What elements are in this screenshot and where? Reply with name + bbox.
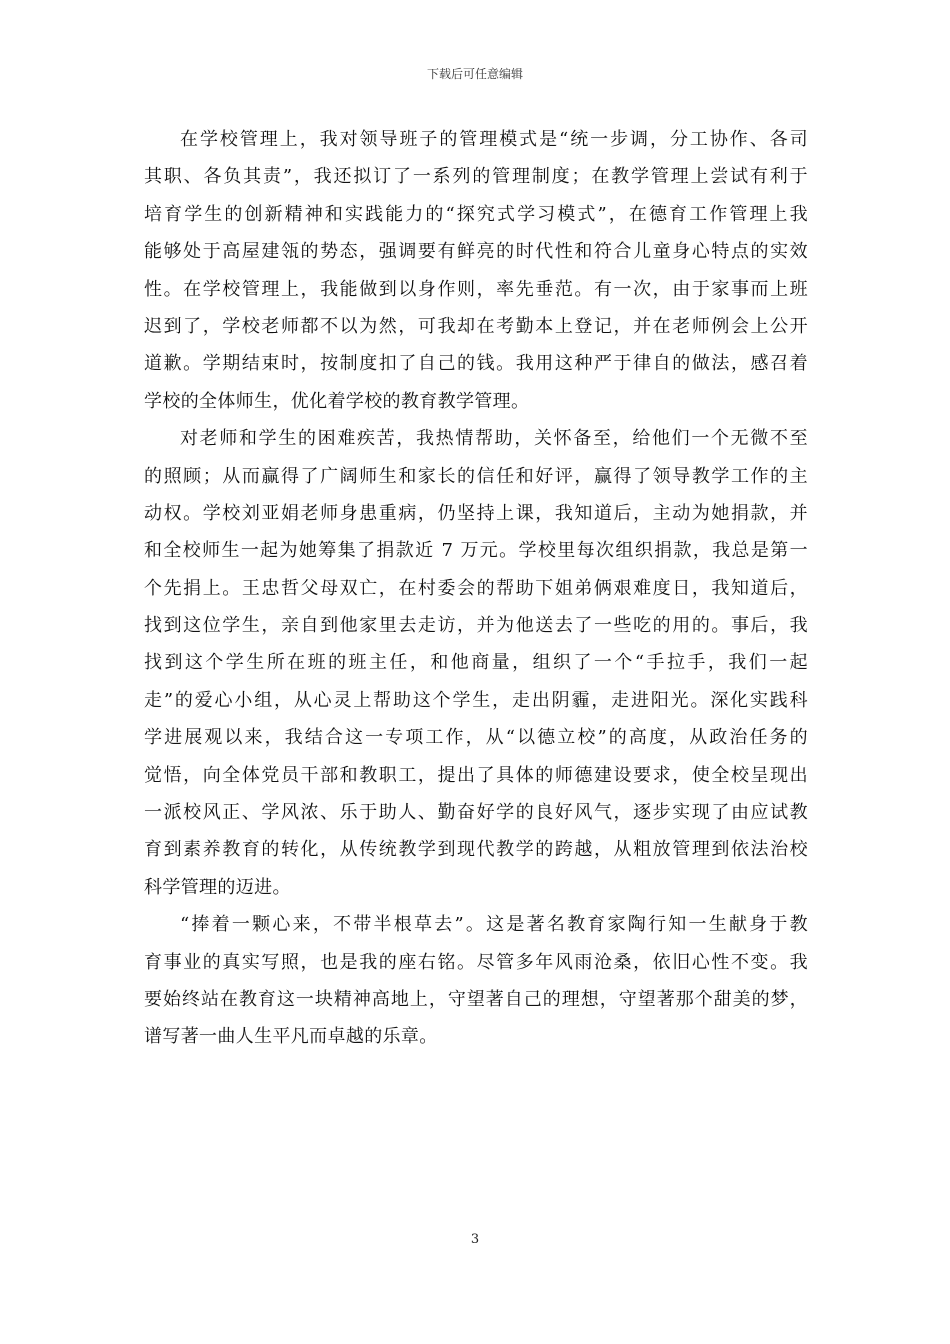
text-line: 迟到了，学校老师都不以为然，可我却在考勤本上登记，并在老师例会上公开: [144, 315, 808, 337]
text-line: 在学校管理上，我对领导班子的管理模式是“统一步调，分工协作、各司: [180, 129, 808, 150]
text-line: 育到素养教育的转化，从传统教学到现代教学的跨越，从粗放管理到依法治校: [144, 839, 808, 861]
paragraph: [144, 121, 808, 420]
page-header: 下载后可任意编辑: [426, 67, 523, 81]
text-line: 学进展观以来，我结合这一专项工作，从“以德立校”的高度，从政治任务的: [144, 727, 808, 749]
text-line: 培育学生的创新精神和实践能力的“探究式学习模式”，在德育工作管理上我: [144, 203, 808, 225]
page-number: 3: [470, 1232, 480, 1247]
text-line: 能够处于高屋建瓴的势态，强调要有鲜亮的时代性和符合儿童身心特点的实效: [144, 241, 808, 263]
text-line: 找到这个学生所在班的班主任，和他商量，组织了一个“手拉手，我们一起: [144, 652, 808, 674]
text-line: “捧着一颗心来，不带半根草去”。这是著名教育家陶行知一生献身于教: [180, 914, 808, 936]
document-body: [144, 121, 808, 1056]
text-line: 动权。学校刘亚娟老师身患重病，仍坚持上课，我知道后，主动为她捐款，并: [144, 502, 808, 524]
text-line: 的照顾；从而赢得了广阔师生和家长的信任和好评，赢得了领导教学工作的主: [144, 465, 808, 487]
text-line: 谱写著一曲人生平凡而卓越的乐章。: [144, 1026, 438, 1048]
paragraph: [144, 906, 808, 1056]
paragraph: [144, 420, 808, 906]
text-line: 科学管理的迈进。: [144, 876, 291, 898]
text-line: 觉悟，向全体党员干部和教职工，提出了具体的师德建设要求，使全校呈现出: [144, 764, 808, 786]
text-line: 找到这位学生，亲自到他家里去走访，并为他送去了一些吃的用的。事后，我: [144, 615, 808, 637]
text-line: 其职、各负其责”，我还拟订了一系列的管理制度；在教学管理上尝试有利于: [144, 166, 808, 188]
text-line: 学校的全体师生，优化着学校的教育教学管理。: [144, 390, 530, 412]
text-line: 对老师和学生的困难疾苦，我热情帮助，关怀备至，给他们一个无微不至: [180, 428, 808, 450]
text-line: 一派校风正、学风浓、乐于助人、勤奋好学的良好风气，逐步实现了由应试教: [144, 802, 808, 824]
text-line: 和全校师生一起为她筹集了捐款近 7 万元。学校里每次组织捐款，我总是第一: [144, 540, 808, 562]
text-line: 性。在学校管理上，我能做到以身作则，率先垂范。有一次，由于家事而上班: [144, 278, 808, 300]
text-line: 道歉。学期结束时，按制度扣了自己的钱。我用这种严于律自的做法，感召着: [144, 353, 808, 375]
text-line: 走”的爱心小组，从心灵上帮助这个学生，走出阴霾，走进阳光。深化实践科: [144, 689, 808, 711]
text-line: 个先捐上。王忠哲父母双亡，在村委会的帮助下姐弟俩艰难度日，我知道后，: [144, 577, 808, 599]
text-line: 要始终站在教育这一块精神高地上，守望著自己的理想，守望著那个甜美的梦，: [144, 988, 808, 1010]
text-line: 育事业的真实写照，也是我的座右铭。尽管多年风雨沧桑，依旧心性不变。我: [144, 951, 808, 973]
